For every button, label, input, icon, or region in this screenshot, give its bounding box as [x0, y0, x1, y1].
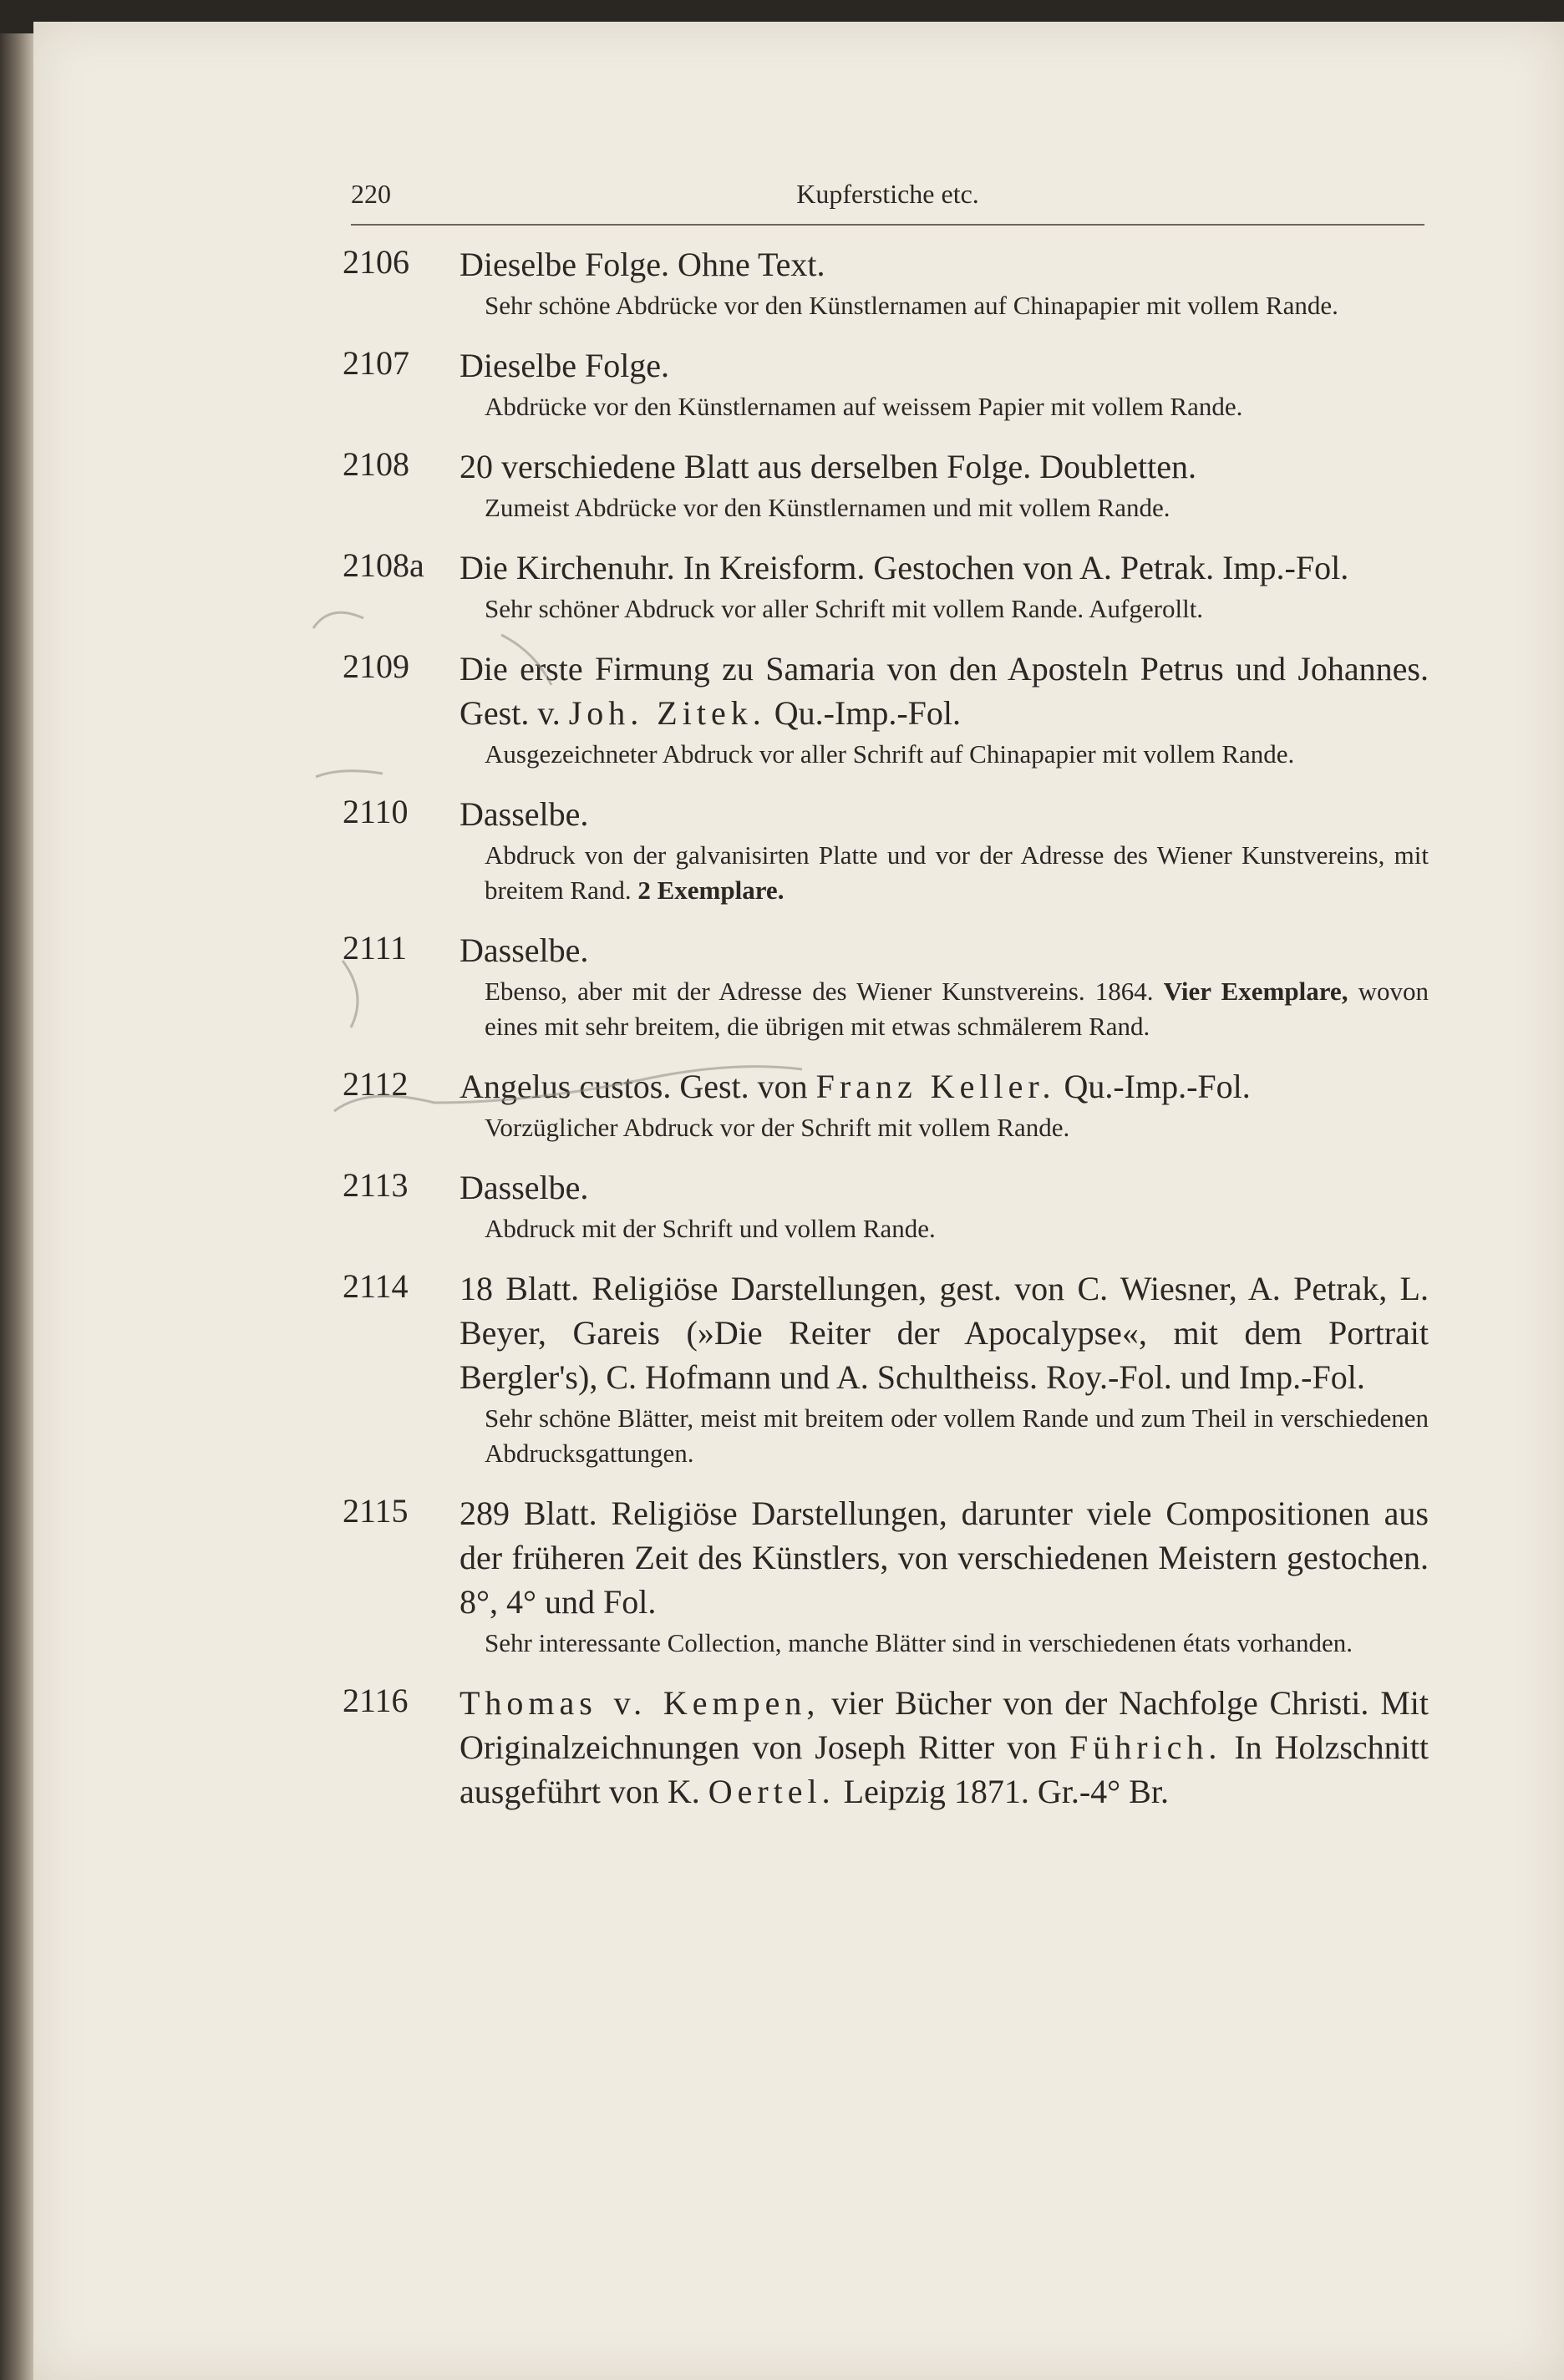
copies-count: 2 Exemplare.: [637, 875, 785, 905]
catalogue-entry: [343, 1491, 1429, 1661]
entry-description: Zumeist Abdrücke vor den Künstlernamen und mit vollem Rande.: [485, 493, 1170, 522]
catalogue-entry: [343, 343, 1429, 424]
entry-number: 2113: [343, 1166, 409, 1204]
catalogue-entry: [343, 792, 1429, 908]
running-title: Kupferstiche etc.: [796, 179, 979, 209]
description-text-continued: wovon eines mit sehr breitem, die übrigen mit etwas schmälerem Rand.: [485, 977, 1429, 1041]
format-text: Qu.-Imp.-Fol.: [765, 694, 962, 732]
entry-description: Vorzüglicher Abdruck vor der Schrift mit vollem Rande.: [485, 1113, 1070, 1142]
catalogue-entry: [343, 1165, 1429, 1246]
entry-title: [460, 647, 1429, 735]
catalogue-entry: [343, 242, 1429, 323]
entry-number: 2109: [343, 647, 409, 685]
entry-title: Die Kirchenuhr. In Kreisform. Gestochen von A. Petrak. Imp.-Fol.: [460, 549, 1349, 586]
entry-list: [343, 242, 1429, 1834]
entry-title: [460, 1064, 1429, 1109]
entry-description: Abdrücke vor den Künstlernamen auf weissem Papier mit vollem Rande.: [485, 392, 1243, 421]
catalogue-entry: [343, 1064, 1429, 1145]
entry-title: Dieselbe Folge.: [460, 347, 670, 384]
description-text: Ebenso, aber mit der Adresse des Wiener Kunstvereins. 1864.: [485, 977, 1154, 1006]
entry-title: Dieselbe Folge. Ohne Text.: [460, 246, 825, 283]
title-text: Angelus custos. Gest. von: [460, 1068, 816, 1105]
entry-number: 2112: [343, 1065, 409, 1103]
entry-title: Dasselbe.: [460, 931, 589, 969]
artist-name: Führich.: [1069, 1728, 1222, 1766]
entry-description: Sehr schöne Abdrücke vor den Künstlernamen auf Chinapapier mit vollem Rande.: [485, 291, 1338, 320]
entry-description: Abdruck mit der Schrift und vollem Rande.: [485, 1214, 936, 1243]
entry-title: Dasselbe.: [460, 795, 589, 833]
page-header: [351, 172, 1424, 226]
entry-number: 2108: [343, 445, 409, 483]
entry-number: 2116: [343, 1682, 409, 1719]
entry-number: 2106: [343, 243, 409, 281]
entry-number: 2115: [343, 1492, 409, 1530]
author-name: Thomas v. Kempen,: [460, 1684, 820, 1722]
catalogue-entry: [343, 1266, 1429, 1471]
entry-title: Dasselbe.: [460, 1169, 589, 1206]
title-text: Die erste Firmung zu Samaria von den Aposteln Petrus und Johannes. Gest. v.: [460, 650, 1429, 732]
catalogue-entry: [343, 546, 1429, 627]
description-text: Abdruck von der galvanisirten Platte und vor der Adresse des Wiener Kunstvereins, mit breitem Rand.: [485, 840, 1429, 905]
entry-number: 2111: [343, 929, 408, 967]
entry-title: [460, 1681, 1429, 1814]
entry-title: 18 Blatt. Religiöse Darstellungen, gest. von C. Wiesner, A. Petrak, L. Beyer, Gareis (»Die Reiter der Apocalypse«, mit dem Portrait Bergler's), C. Hofmann und A. Schultheiss. Roy.-Fol. und Imp.-Fol.: [460, 1270, 1429, 1396]
engraver-name: Joh. Zitek.: [568, 694, 766, 732]
title-text: vier Bücher von der Nachfolge Christi. Mit Originalzeichnungen von Joseph Ritter von: [460, 1684, 1429, 1766]
entry-description: [485, 838, 1429, 908]
entry-number: 2108a: [343, 546, 424, 584]
page-number: 220: [351, 179, 391, 209]
entry-number: 2114: [343, 1267, 409, 1305]
catalogue-entry: [343, 647, 1429, 772]
engraver-name: Oertel.: [708, 1773, 835, 1810]
catalogue-entry: [343, 444, 1429, 525]
entry-description: Sehr interessante Collection, manche Blätter sind in verschiedenen états vorhanden.: [485, 1628, 1353, 1657]
entry-description: [485, 974, 1429, 1044]
imprint-text: Leipzig 1871. Gr.-4° Br.: [835, 1773, 1169, 1810]
entry-title: 20 verschiedene Blatt aus derselben Folge. Doubletten.: [460, 448, 1196, 485]
entry-title: 289 Blatt. Religiöse Darstellungen, darunter viele Compositionen aus der früheren Zeit des Künstlers, von verschiedenen Meistern gestochen. 8°, 4° und Fol.: [460, 1494, 1429, 1621]
title-text-continued: In Holzschnitt ausgeführt von K.: [460, 1728, 1429, 1810]
entry-description: Sehr schöner Abdruck vor aller Schrift mit vollem Rande. Aufgerollt.: [485, 594, 1204, 623]
copies-count: Vier Exemplare,: [1163, 977, 1348, 1006]
entry-number: 2110: [343, 793, 409, 830]
entry-description: Sehr schöne Blätter, meist mit breitem oder vollem Rande und zum Theil in verschiedenen Abdrucksgattungen.: [485, 1403, 1429, 1468]
engraver-name: Franz Keller.: [815, 1068, 1056, 1105]
catalogue-entry: [343, 928, 1429, 1044]
format-text: Qu.-Imp.-Fol.: [1055, 1068, 1251, 1105]
entry-number: 2107: [343, 344, 409, 382]
entry-description: Ausgezeichneter Abdruck vor aller Schrift auf Chinapapier mit vollem Rande.: [485, 739, 1295, 769]
catalogue-entry: [343, 1681, 1429, 1814]
